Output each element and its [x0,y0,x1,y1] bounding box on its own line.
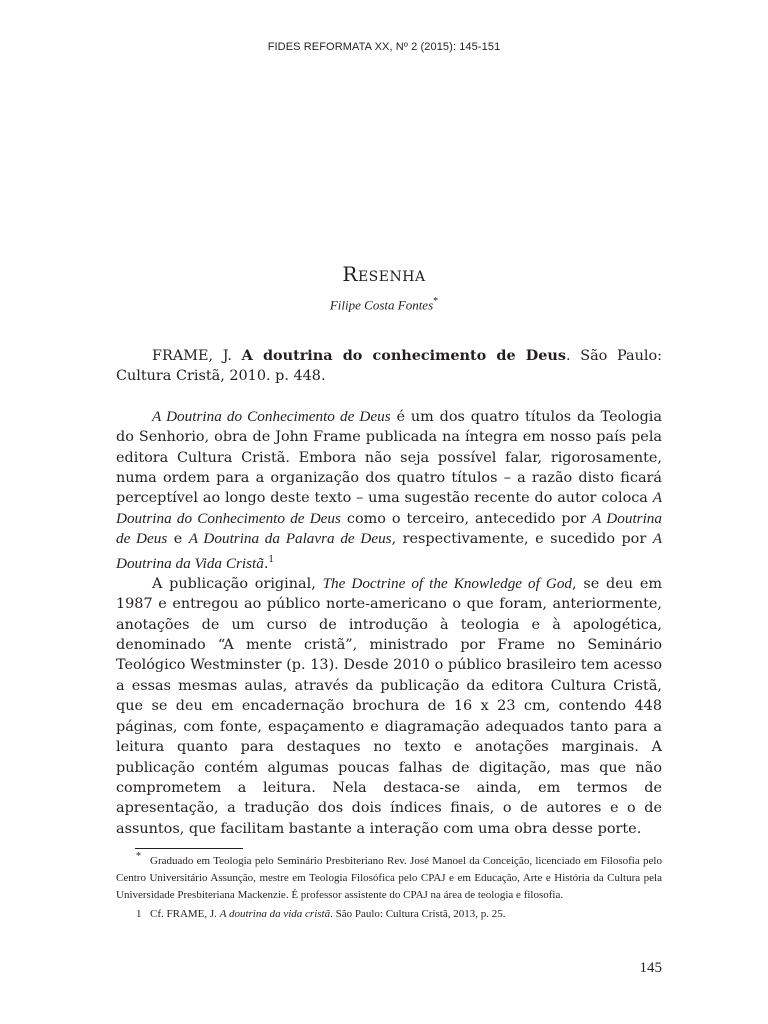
footnote-1 [116,906,662,923]
paragraph-1 [116,407,662,574]
paragraph-2 [116,574,662,839]
book-title-ref: A Doutrina da Palavra de Deus [188,530,392,548]
article-title: Resenha [342,262,426,286]
reference-details: . São Paulo: Cultura Cristã, 2010. p. 448. [116,348,663,385]
review-body [116,346,662,839]
book-title-ref: A Doutrina do Conhecimento de Deus [116,489,662,527]
paragraph-text: A publicação original, [152,575,323,592]
book-title-ref: The Doctrine of the Knowledge of God [322,574,573,592]
author-line [0,296,768,313]
footnote-1-text: Cf. FRAME, J. [150,908,220,920]
paragraph-text: , se deu em 1987 e entregou ao público norte-americano o que foram, anteriormente, anotações de um curso de introdução à teologia e à apologética, denominado “A mente cristã”, ministrado por Frame no Seminário Teológico Westminster (p. 13). Desde 2010 o público brasileiro tem acesso a essas mesmas aulas, através da publicação da editora Cultura Cristã, que se deu em encadernação brochura de 16 x 23 cm, contendo 448 páginas, com fonte, espaçamento e diagramação adequados tanto para a leitura quanto para destaques no texto e anotações marginais. A publicação contém algumas poucas falhas de digitação, mas que não comprometem a leitura. Nela destaca-se ainda, em termos de apresentação, a tradução dos dois índices finais, o de autores e o de assuntos, que facilitam bastante a interação com uma obra desse porte. [116,575,662,837]
paragraph-text: e [167,531,189,548]
footnote-1-mark: 1 [136,908,142,920]
paragraph-text: como o terceiro, antecedido por [340,510,593,527]
footnote-1-details: . São Paulo: Cultura Cristã, 2013, p. 25. [330,908,506,920]
running-head: FIDES REFORMATA XX, Nº 2 (2015): 145-151 [267,41,501,53]
footnote-divider [135,848,243,849]
paragraph-text: . [263,555,269,572]
footnote-star: * Graduado em Teologia pelo Seminário Presbiteriano Rev. José Manoel da Conceição, licenciado em Filosofia pelo Centro Universitário Assunção, mestre em Teologia Filosófica pelo CPAJ e em Educação, Arte e História da Cultura pela Universidade Presbiteriana Mackenzie. É professor assistente do CPAJ na área de teologia e filosofia. [116,851,662,901]
book-title-ref: A Doutrina de Deus [116,509,662,548]
book-title-ref: A Doutrina da Vida Cristã [116,530,662,572]
reference-book-title: A doutrina do conhecimento de Deus [241,347,566,364]
page-number: 145 [639,960,662,976]
paragraph-text: , respectivamente, e sucedido por [391,531,653,548]
footnote-reference-1: 1 [268,554,275,565]
author-footnote-mark: * [433,296,439,307]
paragraph-text: é um dos quatro títulos da Teologia do Senhorio, obra de John Frame publicada na íntegra em nosso país pela editora Cultura Cristã. Embora não seja possível falar, rigorosamente, numa ordem para a organização dos quatro títulos – a razão disto ficará perceptível ao longo deste texto – uma sugestão recente do autor coloca [116,408,662,507]
author-name: Filipe Costa Fontes [329,297,434,313]
footnote-1-title: A doutrina da vida cristã [219,908,331,920]
bibliographic-reference [116,346,662,387]
footnotes [116,853,662,923]
book-title-ref: A Doutrina do Conhecimento de Deus [152,407,391,425]
footnote-star-text: Graduado em Teologia pelo Seminário Presbiteriano Rev. José Manoel da Conceição, licenciado em Filosofia pelo Centro Universitário Assunção, mestre em Teologia Filosófica pelo CPAJ e em Educação, Arte e História da Cultura pela Universidade Presbiteriana Mackenzie. É professor assistente do CPAJ na área de teologia e filosofia. [116,855,662,901]
reference-author: FRAME, J. [152,348,242,364]
